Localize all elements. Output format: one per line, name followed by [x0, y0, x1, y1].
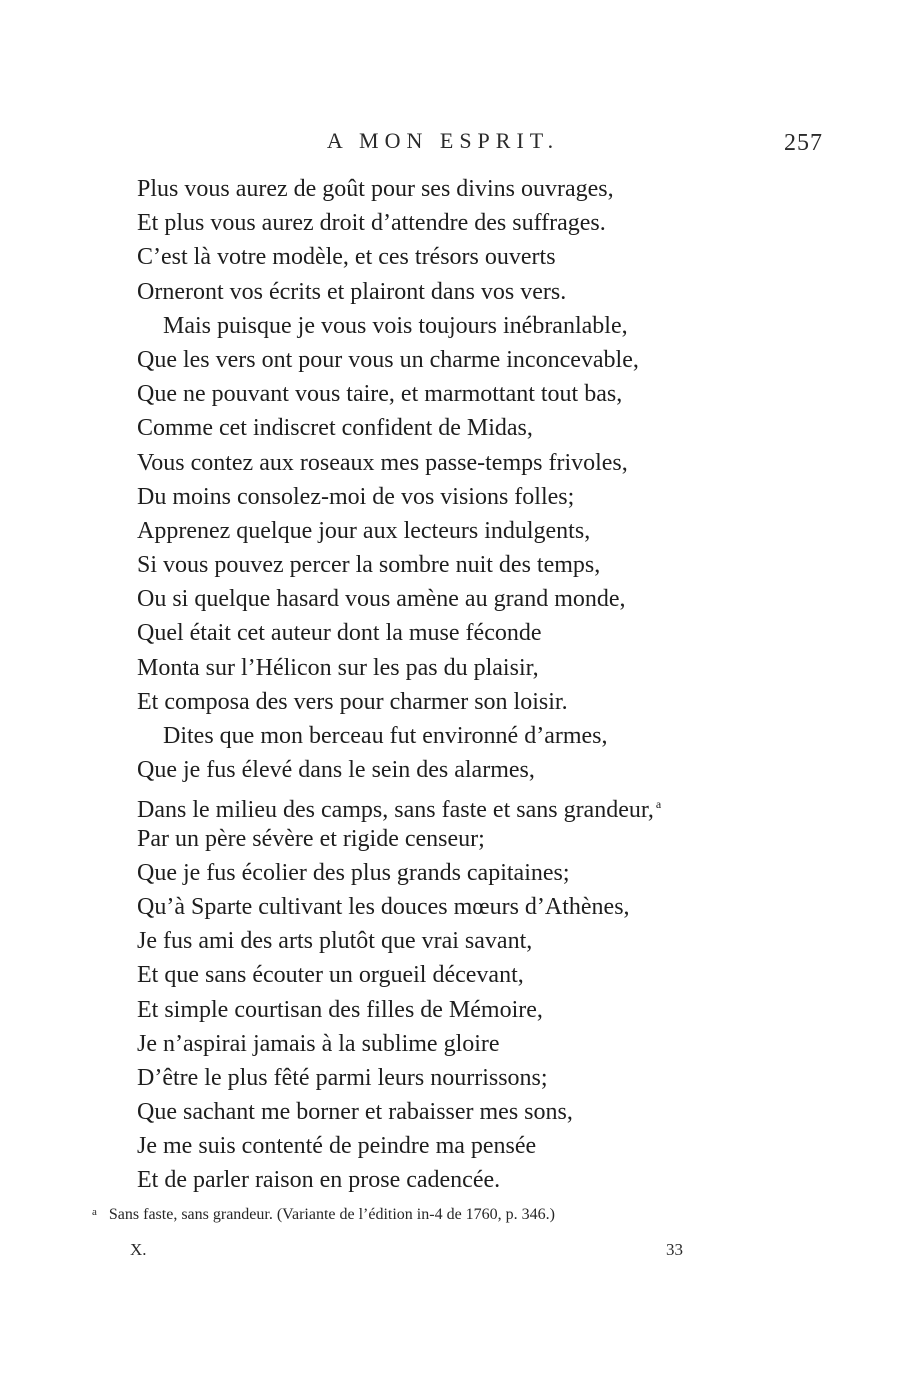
poem-line: Par un père sévère et rigide censeur;: [137, 825, 485, 852]
poem-line: Et de parler raison en prose cadencée.: [137, 1167, 501, 1194]
signature-mark: X.: [130, 1240, 147, 1259]
poem-line: Orneront vos écrits et plairont dans vos vers.: [137, 278, 567, 305]
poem-line: Que les vers ont pour vous un charme inconcevable,: [137, 346, 639, 373]
poem-line: Ou si quelque hasard vous amène au grand monde,: [137, 586, 626, 613]
poem-line: Que je fus élevé dans le sein des alarmes,: [137, 757, 535, 784]
poem-line: Que sachant me borner et rabaisser mes sons,: [137, 1099, 573, 1126]
poem-line: D’être le plus fêté parmi leurs nourrissons;: [137, 1064, 548, 1091]
poem-line: C’est là votre modèle, et ces trésors ouverts: [137, 244, 556, 271]
poem-line: Apprenez quelque jour aux lecteurs indulgents,: [137, 517, 591, 544]
poem-line: Du moins consolez-moi de vos visions folles;: [137, 483, 575, 510]
poem-line: Et plus vous aurez droit d’attendre des suffrages.: [137, 210, 606, 237]
poem-line: Et composa des vers pour charmer son loisir.: [137, 688, 568, 715]
poem-line: Que je fus écolier des plus grands capitaines;: [137, 859, 570, 886]
poem-line: Et simple courtisan des filles de Mémoire,: [137, 996, 543, 1023]
poem-line: Plus vous aurez de goût pour ses divins ouvrages,: [137, 176, 614, 202]
poem-line: Dites que mon berceau fut environné d’armes,: [163, 723, 608, 749]
poem-line: Si vous pouvez percer la sombre nuit des temps,: [137, 552, 601, 579]
footnote-mark: a: [92, 1206, 97, 1218]
poem-line: Que ne pouvant vous taire, et marmottant tout bas,: [137, 381, 623, 408]
running-title: A MON ESPRIT.: [326, 128, 560, 153]
poem-line: Je me suis contenté de peindre ma pensée: [137, 1133, 537, 1160]
poem-line: Qu’à Sparte cultivant les douces mœurs d’Athènes,: [137, 893, 630, 920]
footnote-reference[interactable]: a: [655, 797, 662, 812]
poem-line: Vous contez aux roseaux mes passe-temps frivoles,: [137, 449, 628, 476]
poem-line: Je n’aspirai jamais à la sublime gloire: [137, 1030, 500, 1057]
poem-line: Et que sans écouter un orgueil décevant,: [137, 962, 524, 989]
page-number: 257: [784, 130, 823, 156]
poem: [137, 172, 777, 1198]
poem-line: Quel était cet auteur dont la muse féconde: [137, 620, 542, 647]
poem-line: Dans le milieu des camps, sans faste et sans grandeur, $^a$: [137, 797, 662, 824]
poem-line: Mais puisque je vous vois toujours inébranlable,: [163, 312, 628, 339]
poem-line: Monta sur l’Hélicon sur les pas du plaisir,: [137, 654, 539, 681]
footnote: [92, 1206, 555, 1224]
footnote-text: Sans faste, sans grandeur. (Variante de l’édition in-4 de 1760, p. 346.): [108, 1206, 555, 1223]
sheet-number: 33: [666, 1240, 683, 1259]
poem-line: Je fus ami des arts plutôt que vrai savant,: [137, 928, 533, 955]
poem-line: Comme cet indiscret confident de Midas,: [137, 415, 533, 442]
